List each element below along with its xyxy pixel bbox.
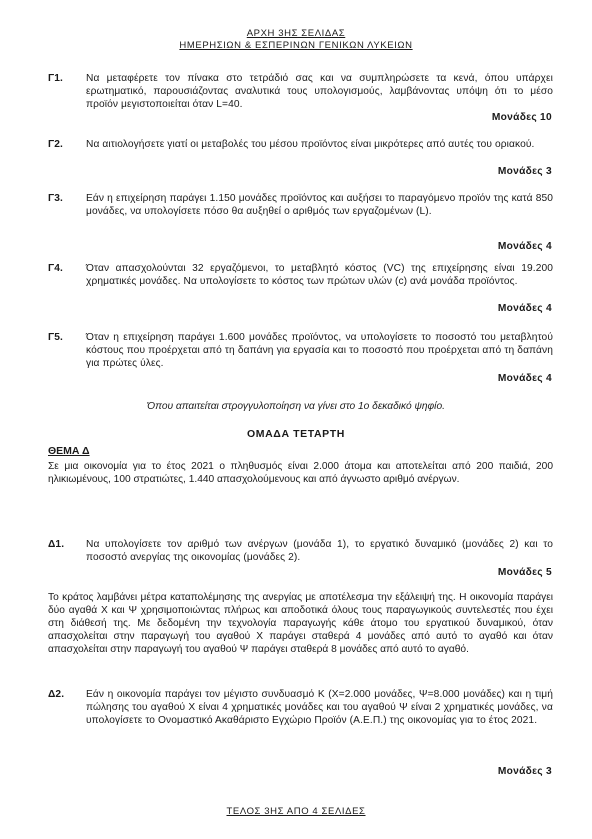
question-text: Εάν η οικονομία παράγει τον μέγιστο συνδυασμό Κ (Χ=2.000 μονάδες, Ψ=8.000 μονάδες) και η τιμή πώλησης του αγαθού Χ είναι 4 χρηματικές μονάδες και του αγαθού Ψ είναι 2 χρηματικές μονάδες, να υπολογίσετε το Ονομαστικό Ακαθάριστο Εγχώριο Προϊόν (Α.Ε.Π.) της οικονομίας για το έτος 2021. [86,689,553,726]
question-text: Όταν η επιχείρηση παράγει 1.600 μονάδες προϊόντος, να υπολογίσετε το ποσοστό του μεταβλητού κόστους που προέρχεται από τη δαπάνη για εργασία και το ποσοστό που προέρχεται από τη δαπάνη για πρώτες ύλες. [86,332,553,369]
question-g3 [48,192,553,218]
question-number: Γ4. [48,263,63,274]
question-g5 [48,331,553,370]
question-g1 [48,72,553,111]
page-header-line2: ΗΜΕΡΗΣΙΩΝ & ΕΣΠΕΡΙΝΩΝ ΓΕΝΙΚΩΝ ΛΥΚΕΙΩΝ [179,40,413,51]
question-number: Γ3. [48,193,63,204]
marks-g3: Μονάδες 4 [497,241,552,252]
scenario-paragraph: Το κράτος λαμβάνει μέτρα καταπολέμησης της ανεργίας με αποτέλεσμα την εξάλειψή της. Η οικονομία παράγει δύο αγαθά Χ και Ψ χρησιμοποιώντας πλήρως και αποδοτικά όλους τους παραγωγικούς συντελεστές που έχει στη διάθεσή της. Με δεδομένη την τεχνολογία παραγωγής κάθε άτομο του εργατικού δυναμικού, όταν απασχολείται στην παραγωγή του αγαθού Χ παράγει σταθερά 4 μονάδες από αυτό το αγαθό και όταν απασχολείται στην παραγωγή του αγαθού Ψ παράγει σταθερά 8 μονάδες από αυτό το αγαθό. [48,592,553,655]
marks-g4: Μονάδες 4 [497,303,552,314]
theme-title: ΘΕΜΑ Δ [48,445,90,457]
question-text: Να αιτιολογήσετε γιατί οι μεταβολές του μέσου προϊόντος είναι μικρότερες από αυτές του οριακού. [86,139,535,150]
question-d1 [48,538,553,564]
marks-d1: Μονάδες 5 [497,567,552,578]
page-footer: ΤΕΛΟΣ 3ΗΣ ΑΠΟ 4 ΣΕΛΙΔΕΣ [226,806,366,817]
question-d2 [48,688,553,727]
intro-paragraph: Σε μια οικονομία για το έτος 2021 ο πληθυσμός είναι 2.000 άτομα και αποτελείται από 200 παιδιά, 200 ηλικιωμένους, 100 στρατιώτες, 1.440 απασχολούμενους και από άγνωστο αριθμό ανέργων. [48,461,553,485]
question-number: Γ5. [48,332,63,343]
question-number: Δ2. [48,689,65,700]
marks-g2: Μονάδες 3 [497,166,552,177]
question-text: Να υπολογίσετε τον αριθμό των ανέργων (μονάδα 1), το εργατικό δυναμικό (μονάδες 2) και το ποσοστό ανεργίας της οικονομίας (μονάδες 2). [86,539,553,563]
question-text: Όταν απασχολούνται 32 εργαζόμενοι, το μεταβλητό κόστος (VC) της επιχείρησης είναι 19.200 χρηματικές μονάδες. Να υπολογίσετε το κόστος των πρώτων υλών (c) ανά μονάδα προϊόντος. [86,263,553,287]
question-number: Γ1. [48,73,63,84]
question-number: Γ2. [48,139,63,150]
marks-g1: Μονάδες 10 [491,112,552,123]
marks-g5: Μονάδες 4 [497,373,552,384]
question-number: Δ1. [48,539,65,550]
question-g2 [48,138,553,151]
question-g4 [48,262,553,288]
question-text: Εάν η επιχείρηση παράγει 1.150 μονάδες προϊόντος και αυξήσει το παραγόμενο προϊόν της κατά 850 μονάδες, να υπολογίσετε πόσο θα αυξηθεί ο αριθμός των εργαζομένων (L). [86,193,553,217]
question-text: Να μεταφέρετε τον πίνακα στο τετράδιό σας και να συμπληρώσετε τα κενά, όπου υπάρχει ερωτηματικό, παρουσιάζοντας αναλυτικά τους υπολογισμούς, λαμβάνοντας υπόψη ότι το μέσο προϊόν μεγιστοποιείται όταν L=40. [86,73,553,110]
page-header-line1: ΑΡΧΗ 3ΗΣ ΣΕΛΙΔΑΣ [246,28,346,39]
marks-d2: Μονάδες 3 [497,766,552,777]
rounding-note: Όπου απαιτείται στρογγυλοποίηση να γίνει στο 1ο δεκαδικό ψηφίο. [147,401,445,412]
group-title: ΟΜΑΔΑ ΤΕΤΑΡΤΗ [247,428,345,440]
